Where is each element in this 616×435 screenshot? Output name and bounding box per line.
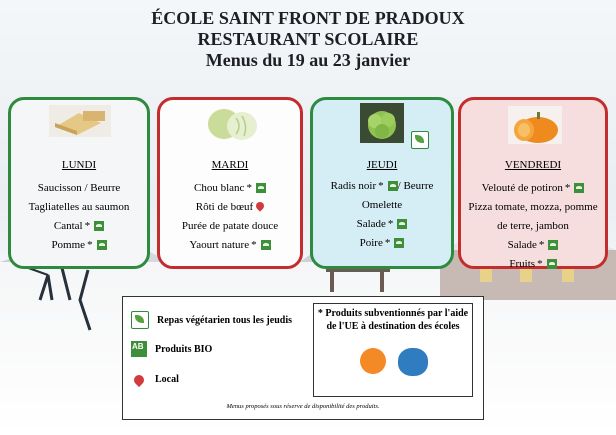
legend-bio xyxy=(131,341,212,357)
subsidized-notice xyxy=(313,303,473,397)
menu-item xyxy=(11,198,147,217)
subsidized-star: * xyxy=(537,258,543,270)
vegetarian-leaf-icon xyxy=(411,131,429,149)
day-name-lundi: LUNDI xyxy=(61,159,97,171)
legend-local-text: Local xyxy=(155,374,179,385)
day-name-jeudi: JEUDI xyxy=(366,159,398,171)
footnote: Menus proposés sous réserve de disponibilité des produits. xyxy=(226,403,380,410)
location-pin-icon xyxy=(132,372,146,386)
bio-label-icon xyxy=(388,181,398,191)
subsidized-star: * xyxy=(384,237,391,249)
pumpkin-image xyxy=(508,106,562,144)
bio-label-icon xyxy=(547,259,557,269)
menu-item xyxy=(461,198,605,217)
menu-item xyxy=(11,236,147,255)
menu-item-text: Rôti de bœuf xyxy=(195,201,254,213)
milk-logo-icon xyxy=(398,348,428,376)
bio-label-icon xyxy=(548,240,558,250)
bio-label-icon xyxy=(97,240,107,250)
menu-item-text: Salade xyxy=(507,239,537,251)
bio-label-icon xyxy=(131,341,147,357)
menu-item xyxy=(160,198,300,217)
menu-item xyxy=(11,217,147,236)
menu-item-text: Radis noir xyxy=(330,180,377,192)
legend-vegetarian xyxy=(131,311,292,329)
menu-item-text: Chou blanc xyxy=(194,182,245,194)
day-card-jeudi xyxy=(310,97,454,269)
legend-vegetarian-text: Repas végétarien tous les jeudis xyxy=(157,314,292,326)
menu-item xyxy=(313,234,451,253)
legend-local xyxy=(131,374,179,385)
menu-item xyxy=(461,179,605,198)
restaurant-name: RESTAURANT SCOLAIRE xyxy=(197,29,419,49)
subsidized-star: * xyxy=(564,182,571,194)
fruit-logo-icon xyxy=(360,348,386,374)
menu-item xyxy=(11,179,147,198)
menu-item-text: Saucisson / Beurre xyxy=(37,182,121,194)
subsidized-star: * xyxy=(378,180,384,192)
menu-item xyxy=(160,217,300,236)
legend-bio-text: Produits BIO xyxy=(155,343,213,355)
subsidized-star: * xyxy=(84,220,91,232)
menu-item xyxy=(461,236,605,255)
menu-items-vendredi xyxy=(461,179,605,274)
subsidized-star: * xyxy=(387,218,394,230)
subsidized-text: * Produits subventionnés par l'aide de l'UE à destination des écoles xyxy=(317,308,469,332)
menu-item xyxy=(160,236,300,255)
menu-item-text: Poire xyxy=(359,237,383,249)
menu-item-text: Fruits xyxy=(509,258,536,270)
menu-item-text: Purée de patate douce xyxy=(181,220,279,232)
bio-label-icon xyxy=(397,219,407,229)
menu-item-text: Yaourt nature xyxy=(189,239,250,251)
menu-items-lundi xyxy=(11,179,147,255)
menu-item xyxy=(461,255,605,274)
bio-label-icon xyxy=(261,240,271,250)
day-name-mardi: MARDI xyxy=(211,159,249,171)
subsidized-star: * xyxy=(246,182,252,194)
menu-item-text: Omelette xyxy=(361,199,403,211)
day-card-lundi xyxy=(8,97,150,269)
day-card-mardi xyxy=(157,97,303,269)
menu-item xyxy=(160,179,300,198)
menu-item-text: Salade xyxy=(356,218,386,230)
day-card-vendredi xyxy=(458,97,608,269)
menu-item-extra: / Beurre xyxy=(397,180,434,192)
legend-panel xyxy=(122,296,484,420)
vegetarian-leaf-icon xyxy=(131,311,149,329)
menu-item-text: de terre, jambon xyxy=(497,220,569,232)
menu-dates: Menus du 19 au 23 janvier xyxy=(205,50,411,70)
subsidized-star: * xyxy=(251,239,257,251)
header xyxy=(0,8,616,70)
menu-item xyxy=(313,196,451,215)
lettuce-image xyxy=(360,103,404,143)
menu-item xyxy=(313,215,451,234)
cheese-image xyxy=(49,105,111,137)
bio-label-icon xyxy=(94,221,104,231)
bio-label-icon xyxy=(256,183,266,193)
menu-item-text: Tagliatelles au saumon xyxy=(28,201,130,213)
menu-items-mardi xyxy=(160,179,300,255)
location-pin-icon xyxy=(255,201,266,212)
subsidized-star: * xyxy=(87,239,93,251)
day-name-vendredi: VENDREDI xyxy=(504,159,562,171)
menu-items-jeudi xyxy=(313,177,451,253)
subsidized-star: * xyxy=(538,239,545,251)
menu-item-text: Pizza tomate, mozza, pomme xyxy=(468,201,598,213)
school-name: ÉCOLE SAINT FRONT DE PRADOUX xyxy=(151,8,465,28)
cabbage-image xyxy=(206,106,260,142)
menu-item-text: Cantal xyxy=(53,220,83,232)
bio-label-icon xyxy=(394,238,404,248)
menu-item-text: Pomme xyxy=(51,239,86,251)
menu-item xyxy=(313,177,451,196)
bio-label-icon xyxy=(574,183,584,193)
menu-item-text: Velouté de potiron xyxy=(481,182,563,194)
menu-item xyxy=(461,217,605,236)
